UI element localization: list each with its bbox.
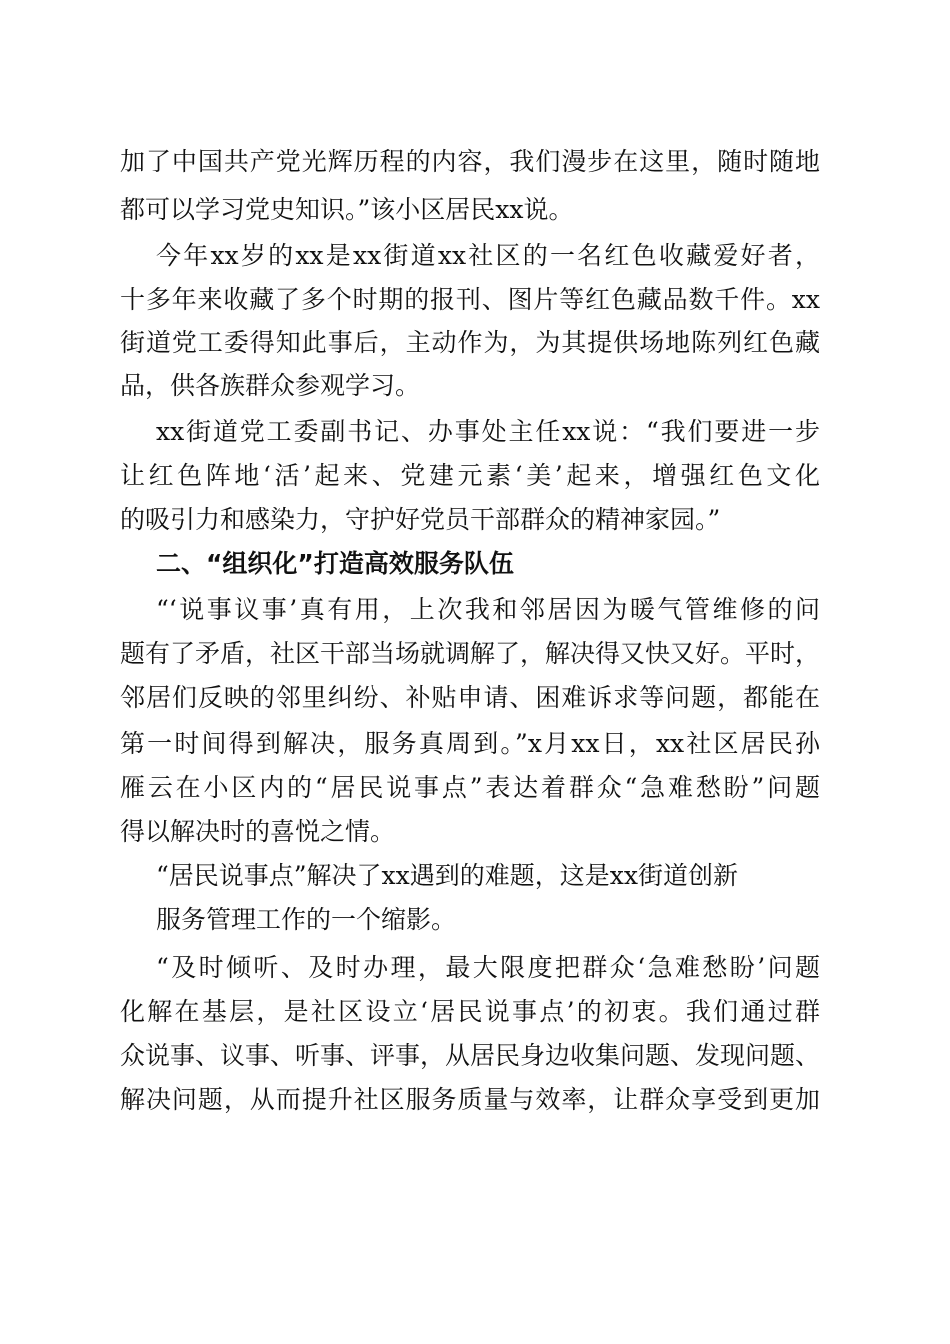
text-line: 解决问题，从而提升社区服务质量与效率，让群众享受到更加 [120,1085,820,1114]
text-line: 都可以学习党史知识。”该小区居民xx说。 [120,195,574,224]
text-line: “‘说事议事’真有用，上次我和邻居因为暖气管维修的问 [156,595,820,624]
text-line: 十多年来收藏了多个时期的报刊、图片等红色藏品数千件。xx [120,285,820,314]
text-line: “居民说事点”解决了xx遇到的难题，这是xx街道创新 [156,861,738,890]
text-line: 让红色阵地‘活’起来、党建元素‘美’起来，增强红色文化 [120,461,820,490]
text-line: 加了中国共产党光辉历程的内容，我们漫步在这里，随时随地 [120,147,820,176]
text-line: 众说事、议事、听事、评事，从居民身边收集问题、发现问题、 [120,1041,821,1070]
text-line: 邻居们反映的邻里纠纷、补贴申请、困难诉求等问题，都能在 [120,683,820,712]
text-line: xx街道党工委副书记、办事处主任xx说：“我们要进一步 [156,417,820,446]
section-heading: 二、“组织化”打造高效服务队伍 [156,549,514,578]
text-line: 服务管理工作的一个缩影。 [156,905,457,934]
text-line: 今年xx岁的xx是xx街道xx社区的一名红色收藏爱好者， [156,241,820,270]
text-line: 街道党工委得知此事后，主动作为，为其提供场地陈列红色藏 [120,328,820,357]
text-line: 化解在基层，是社区设立‘居民说事点’的初衷。我们通过群 [120,997,820,1026]
text-line: 得以解决时的喜悦之情。 [120,817,396,846]
text-line: 题有了矛盾，社区干部当场就调解了，解决得又快又好。平时， [120,639,821,668]
text-line: “及时倾听、及时办理，最大限度把群众‘急难愁盼’问题 [156,953,820,982]
text-line: 品，供各族群众参观学习。 [120,371,421,400]
text-line: 雁云在小区内的“居民说事点”表达着群众“急难愁盼”问题 [120,773,820,802]
text-line: 的吸引力和感染力，守护好党员干部群众的精神家园。” [120,505,721,534]
text-line: 第一时间得到解决，服务真周到。”x月xx日，xx社区居民孙 [120,729,820,758]
